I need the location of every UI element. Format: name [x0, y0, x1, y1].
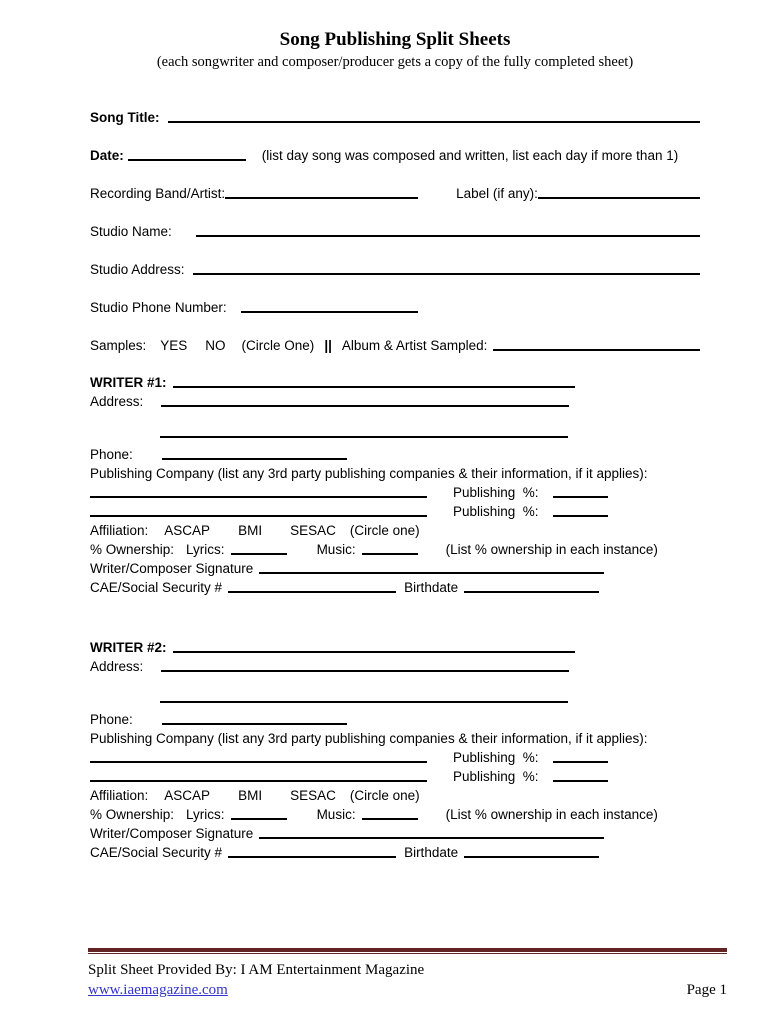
writer2-publishing-company-line2[interactable]	[90, 776, 427, 782]
writer2-section	[90, 636, 700, 860]
writer2-cae-label: CAE/Social Security #	[90, 845, 223, 860]
writer2-name-line[interactable]	[173, 647, 575, 653]
writer2-phone-line[interactable]	[162, 719, 347, 725]
writer1-lyrics-label: Lyrics:	[186, 542, 225, 557]
writer2-heading: WRITER #2:	[90, 640, 167, 655]
studio-phone-row	[90, 295, 700, 315]
studio-address-row	[90, 257, 700, 277]
recording-band-label: Recording Band/Artist:	[90, 186, 226, 201]
writer2-cae-line[interactable]	[228, 852, 396, 858]
writer2-affiliation-label: Affiliation:	[90, 788, 149, 803]
writer1-publishing-pct-label1: Publishing %:	[453, 485, 539, 500]
date-label: Date:	[90, 148, 124, 163]
writer2-phone-row	[90, 705, 700, 727]
label-if-any-line[interactable]	[538, 193, 700, 199]
writer1-birthdate-label: Birthdate	[404, 580, 459, 595]
writer1-publishing-pct-line1[interactable]	[553, 492, 608, 498]
writer1-affiliation-label: Affiliation:	[90, 523, 149, 538]
writer1-address-row	[90, 390, 700, 409]
studio-name-line[interactable]	[196, 231, 700, 237]
writer2-birthdate-line[interactable]	[464, 852, 599, 858]
writer2-signature-row	[90, 822, 700, 841]
writer1-address-row2	[90, 409, 700, 440]
writer2-signature-label: Writer/Composer Signature	[90, 826, 254, 841]
writer2-publishing-note: Publishing Company (list any 3rd party publishing companies & their information, if it applies):	[90, 731, 648, 746]
writer2-lyrics-label: Lyrics:	[186, 807, 225, 822]
recording-band-line[interactable]	[225, 193, 418, 199]
writer2-publishing-row2	[90, 765, 700, 784]
studio-name-label: Studio Name:	[90, 224, 172, 239]
song-title-row	[90, 105, 700, 125]
writer2-birthdate-label: Birthdate	[404, 845, 459, 860]
writer2-signature-line[interactable]	[259, 833, 604, 839]
writer1-publishing-company-line1[interactable]	[90, 492, 427, 498]
album-artist-sampled-line[interactable]	[493, 345, 700, 351]
writer2-bmi-option[interactable]: BMI	[238, 788, 263, 803]
writer1-bmi-option[interactable]: BMI	[238, 523, 263, 538]
writer1-affiliation-circle-note: (Circle one)	[349, 523, 420, 538]
writer1-music-line[interactable]	[362, 549, 418, 555]
document-title: Song Publishing Split Sheets	[279, 29, 511, 50]
studio-phone-line[interactable]	[241, 307, 418, 313]
date-line[interactable]	[128, 155, 246, 161]
writer1-publishing-pct-label2: Publishing %:	[453, 504, 539, 519]
writer2-affiliation-row	[90, 784, 700, 803]
writer2-publishing-pct-line1[interactable]	[553, 757, 608, 763]
document-footer	[88, 948, 727, 1000]
date-note: (list day song was composed and written, list each day if more than 1)	[261, 148, 679, 163]
writer2-ascap-option[interactable]: ASCAP	[164, 788, 211, 803]
page-number: Page 1	[686, 982, 727, 998]
writer2-address-line2[interactable]	[160, 697, 568, 703]
writer2-music-line[interactable]	[362, 814, 418, 820]
writer2-sesac-option[interactable]: SESAC	[290, 788, 336, 803]
studio-address-line[interactable]	[193, 269, 700, 275]
writer1-ownership-note: (List % ownership in each instance)	[445, 542, 658, 557]
writer1-publishing-note: Publishing Company (list any 3rd party publishing companies & their information, if it applies):	[90, 466, 648, 481]
writer2-lyrics-line[interactable]	[231, 814, 287, 820]
footer-bottom-row	[88, 980, 727, 1000]
samples-row	[90, 333, 700, 353]
writer1-cae-label: CAE/Social Security #	[90, 580, 223, 595]
writer1-sesac-option[interactable]: SESAC	[290, 523, 336, 538]
footer-rule	[88, 948, 727, 954]
album-artist-sampled-label: Album & Artist Sampled:	[341, 338, 488, 353]
writer1-publishing-pct-line2[interactable]	[553, 511, 608, 517]
writer1-phone-row	[90, 440, 700, 462]
writer1-address-line1[interactable]	[161, 401, 569, 407]
recording-band-row	[90, 181, 700, 201]
writer1-address-line2[interactable]	[160, 432, 568, 438]
writer1-publishing-company-line2[interactable]	[90, 511, 427, 517]
writer1-signature-line[interactable]	[259, 568, 604, 574]
writer2-address-line1[interactable]	[161, 666, 569, 672]
writer2-publishing-company-line1[interactable]	[90, 757, 427, 763]
writer2-address-row	[90, 655, 700, 674]
samples-separator: ||	[324, 338, 332, 353]
document-subtitle: (each songwriter and composer/producer gets a copy of the fully completed sheet)	[156, 54, 634, 70]
writer2-publishing-pct-line2[interactable]	[553, 776, 608, 782]
studio-name-row	[90, 219, 700, 239]
label-if-any-label: Label (if any):	[456, 186, 538, 201]
footer-provided-by: Split Sheet Provided By: I AM Entertainment Magazine	[88, 962, 425, 978]
writer2-phone-label: Phone:	[90, 712, 133, 727]
writer2-ownership-label: % Ownership:	[90, 807, 175, 822]
samples-circle-note: (Circle One)	[241, 338, 315, 353]
writer2-music-label: Music:	[316, 807, 356, 822]
writer1-phone-line[interactable]	[162, 454, 347, 460]
writer2-address-row2	[90, 674, 700, 705]
writer2-publishing-note-row	[90, 727, 700, 746]
writer1-address-label: Address:	[90, 394, 144, 409]
writer1-music-label: Music:	[316, 542, 356, 557]
writer2-publishing-pct-label1: Publishing %:	[453, 750, 539, 765]
writer2-affiliation-circle-note: (Circle one)	[349, 788, 420, 803]
studio-address-label: Studio Address:	[90, 262, 185, 277]
writer1-section	[90, 371, 700, 595]
writer1-signature-row	[90, 557, 700, 576]
writer2-address-label: Address:	[90, 659, 144, 674]
writer2-ownership-note: (List % ownership in each instance)	[445, 807, 658, 822]
writer1-signature-label: Writer/Composer Signature	[90, 561, 254, 576]
writer1-heading-row	[90, 371, 700, 390]
song-title-line[interactable]	[168, 117, 701, 123]
writer1-publishing-row1	[90, 481, 700, 500]
writer1-birthdate-line[interactable]	[464, 587, 599, 593]
writer1-lyrics-line[interactable]	[231, 549, 287, 555]
writer2-ownership-row	[90, 803, 700, 822]
writer1-ascap-option[interactable]: ASCAP	[164, 523, 211, 538]
samples-label: Samples:	[90, 338, 147, 353]
samples-yes-option[interactable]: YES	[160, 338, 188, 353]
writer1-heading: WRITER #1:	[90, 375, 167, 390]
writer2-heading-row	[90, 636, 700, 655]
samples-no-option[interactable]: NO	[205, 338, 226, 353]
studio-phone-label: Studio Phone Number:	[90, 300, 227, 315]
writer1-ownership-label: % Ownership:	[90, 542, 175, 557]
writer1-affiliation-row	[90, 519, 700, 538]
writer1-ownership-row	[90, 538, 700, 557]
website-link[interactable]: www.iaemagazine.com	[88, 982, 228, 998]
writer1-publishing-row2	[90, 500, 700, 519]
writer1-cae-line[interactable]	[228, 587, 396, 593]
writer1-phone-label: Phone:	[90, 447, 133, 462]
document-header	[90, 28, 700, 72]
writer2-publishing-row1	[90, 746, 700, 765]
writer1-name-line[interactable]	[173, 382, 575, 388]
writer1-cae-row	[90, 576, 700, 595]
writer2-publishing-pct-label2: Publishing %:	[453, 769, 539, 784]
writer2-cae-row	[90, 841, 700, 860]
song-title-label: Song Title:	[90, 110, 160, 125]
writer1-publishing-note-row	[90, 462, 700, 481]
date-row	[90, 143, 700, 163]
